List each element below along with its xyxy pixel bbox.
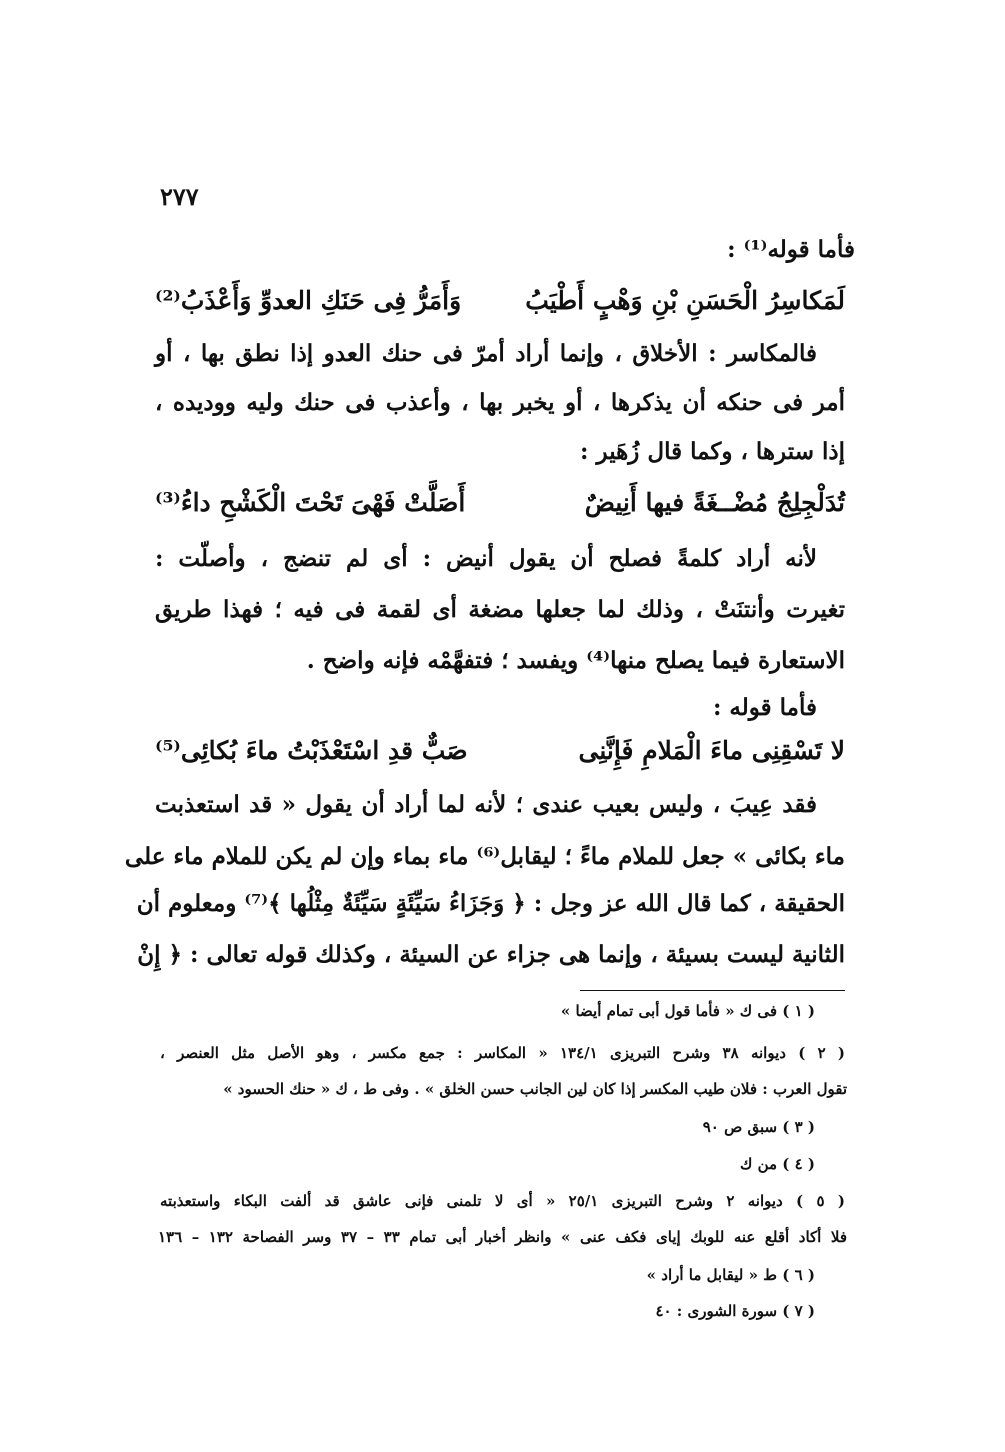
verse-2-hemistich-1: تُدَلْجِلِجُ مُضْــغَةً فيها أَنِيضٌ [584, 488, 845, 517]
verse-3-hemistich-2: صَبٌّ قدِ اسْتَعْذَبْتُ ماءَ بُكائِى⁽⁵⁾ [155, 736, 468, 765]
footnote-4: ( ٤ ) من ك [740, 1155, 815, 1173]
page-number: ٢٧٧ [160, 182, 199, 211]
verse-2-hemistich-2: أَصَلَّتْ فَهْىَ تَحْتَ الْكَشْحِ داءُ⁽³⁾ [155, 488, 466, 517]
paragraph-2-line-2: تغيرت وأنتنَتْ ، وذلك لما جعلها مضغة أى لقمة فى فيه ؛ فهذا طريق [155, 596, 845, 623]
footnote-5-cont: فلا أكاد أقلع عنه للوبك إياى فكف عنى » وانظر أخبار أبى تمام ٣٣ – ٣٧ وسر الفصاحة ١٣٢ – ١٣٦ [158, 1228, 847, 1246]
paragraph-2-line-1: لأنه أراد كلمةً فصلح أن يقول أنيض : أى لم تنضج ، وأصلّت : [155, 545, 817, 572]
paragraph-3-line-2: ماء بكائى » جعل للملام ماءً ؛ ليقابل⁽⁶⁾ ماء بماء وإن لم يكن للملام ماء على [124, 843, 845, 870]
paragraph-3-line-1: فقد عِيبَ ، وليس بعيب عندى ؛ لأنه لما أراد أن يقول « قد استعذبت [155, 791, 817, 818]
verse-1-hemistich-1: لَمَكاسِرُ الْحَسَنِ بْنِ وَهْبٍ أَطْيَبُ [525, 286, 845, 315]
footnote-2: ( ٢ ) ديوانه ٣٨ وشرح التبريزى ١٣٤/١ « المكاسر : جمع مكسر ، وهو الأصل مثل العنصر ، [160, 1044, 845, 1062]
paragraph-1-line-1: فالمكاسر : الأخلاق ، وإنما أراد أمرّ فى حنك العدو إذا نطق بها ، أو [155, 340, 817, 367]
paragraph-3-line-4: الثانية ليست بسيئة ، وإنما هى جزاء عن السيئة ، وكذلك قوله تعالى : ﴿ إِنْ [137, 941, 845, 968]
footnote-2-cont: تقول العرب : فلان طيب المكسر إذا كان لين الجانب حسن الخلق » . وفى ط ، ك « حنك الحسود » [223, 1080, 847, 1098]
footnote-6: ( ٦ ) ط « ليقابل ما أراد » [646, 1266, 815, 1284]
paragraph-3-line-3: الحقيقة ، كما قال الله عز وجل : ﴿ وَجَزَاءُ سَيِّئَةٍ سَيِّئَةٌ مِثْلُها ﴾⁽⁷⁾ ومعلوم أن [136, 890, 845, 917]
paragraph-1-line-3: إذا سترها ، وكما قال زُهَير : [580, 438, 845, 465]
footnote-1: ( ١ ) فى ك « فأما قول أبى تمام أيضا » [560, 1002, 815, 1020]
footnote-5: ( ٥ ) ديوانه ٢ وشرح التبريزى ٢٥/١ « أى لا تلمنى فإنى عاشق قد ألفت البكاء واستعذبته [160, 1192, 845, 1210]
footnote-divider [580, 990, 845, 991]
verse-1-hemistich-2: وَأَمَرُّ فِى حَنَكِ العدوِّ وَأَعْذَبُ⁽²⁾ [155, 286, 462, 315]
footnote-3: ( ٣ ) سبق ص ٩٠ [702, 1118, 815, 1136]
footnote-7: ( ٧ ) سورة الشورى : ٤٠ [655, 1302, 815, 1320]
intro-quote-2: فأما قوله : [712, 694, 817, 721]
paragraph-1-line-2: أمر فى حنكه أن يذكرها ، أو يخبر بها ، وأعذب فى حنك وليه ووديده ، [155, 389, 845, 416]
intro-quote-1: فأما قوله⁽¹⁾ : [727, 236, 855, 263]
verse-3-hemistich-1: لا تَسْقِنِى ماءَ الْمَلامِ فَإِنَّنِى [578, 736, 845, 765]
paragraph-2-line-3: الاستعارة فيما يصلح منها⁽⁴⁾ ويفسد ؛ فتفهَّمْه فإنه واضح . [306, 647, 845, 674]
